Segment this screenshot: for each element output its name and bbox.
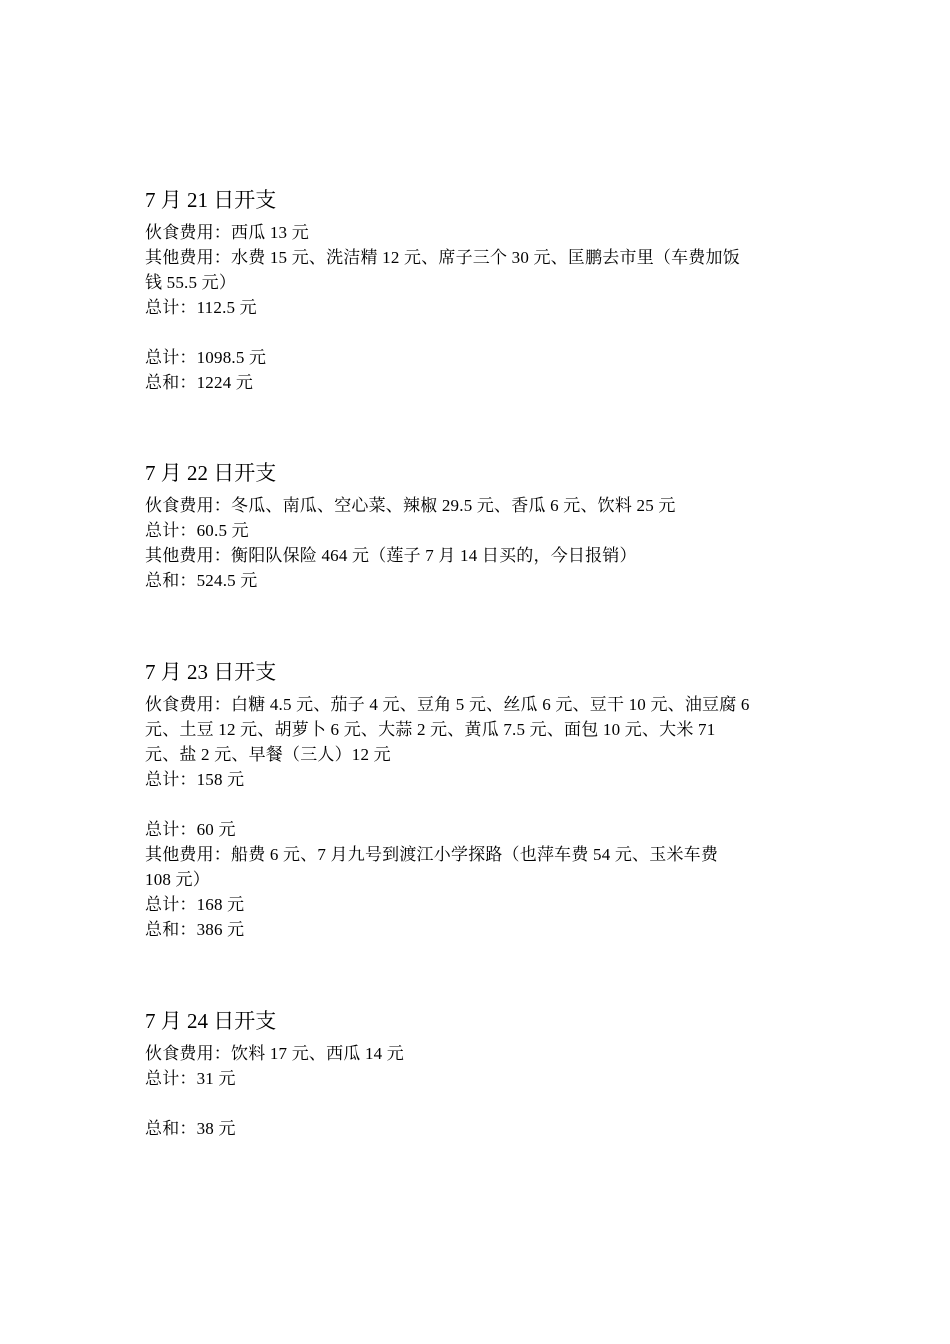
other-expense-line: 其他费用：水费 15 元、洗洁精 12 元、席子三个 30 元、匡鹏去市里（车费加饭	[145, 248, 740, 267]
blank-line	[145, 320, 815, 345]
section-heading: 7 月 21 日开支	[145, 188, 277, 212]
subtotal-line: 总计：168 元	[145, 895, 245, 914]
subtotal-line: 总计：1098.5 元	[145, 348, 267, 367]
expense-section-0721	[145, 186, 815, 395]
grand-total-line: 总和：524.5 元	[145, 571, 258, 590]
food-expense-line: 伙食费用：冬瓜、南瓜、空心菜、辣椒 29.5 元、香瓜 6 元、饮料 25 元	[145, 496, 676, 515]
food-expense-line: 伙食费用：西瓜 13 元	[145, 223, 309, 242]
subtotal-line: 总计：60 元	[145, 820, 236, 839]
grand-total-line: 总和：38 元	[145, 1119, 236, 1138]
expense-section-0723	[145, 658, 815, 942]
grand-total-line: 总和：386 元	[145, 920, 245, 939]
other-expense-line-cont: 108 元）	[145, 870, 210, 889]
food-expense-line-cont: 元、盐 2 元、早餐（三人）12 元	[145, 745, 391, 764]
blank-line	[145, 792, 815, 817]
food-expense-line-cont: 元、土豆 12 元、胡萝卜 6 元、大蒜 2 元、黄瓜 7.5 元、面包 10 元、大米 71	[145, 720, 716, 739]
subtotal-line: 总计：31 元	[145, 1069, 236, 1088]
subtotal-line: 总计：112.5 元	[145, 298, 257, 317]
other-expense-line: 其他费用：衡阳队保险 464 元（莲子 7 月 14 日买的，今日报销）	[145, 546, 637, 565]
food-expense-line: 伙食费用：饮料 17 元、西瓜 14 元	[145, 1044, 404, 1063]
expense-section-0724	[145, 1007, 815, 1141]
section-heading: 7 月 22 日开支	[145, 461, 277, 485]
other-expense-line-cont: 钱 55.5 元）	[145, 273, 237, 292]
section-heading: 7 月 24 日开支	[145, 1009, 277, 1033]
blank-line	[145, 1091, 815, 1116]
subtotal-line: 总计：158 元	[145, 770, 245, 789]
food-expense-line: 伙食费用：白糖 4.5 元、茄子 4 元、豆角 5 元、丝瓜 6 元、豆干 10 元、油豆腐 6	[145, 695, 750, 714]
section-heading: 7 月 23 日开支	[145, 660, 277, 684]
grand-total-line: 总和：1224 元	[145, 373, 254, 392]
other-expense-line: 其他费用：船费 6 元、7 月九号到渡江小学探路（也萍车费 54 元、玉米车费	[145, 845, 719, 864]
subtotal-line: 总计：60.5 元	[145, 521, 249, 540]
expense-section-0722	[145, 459, 815, 593]
